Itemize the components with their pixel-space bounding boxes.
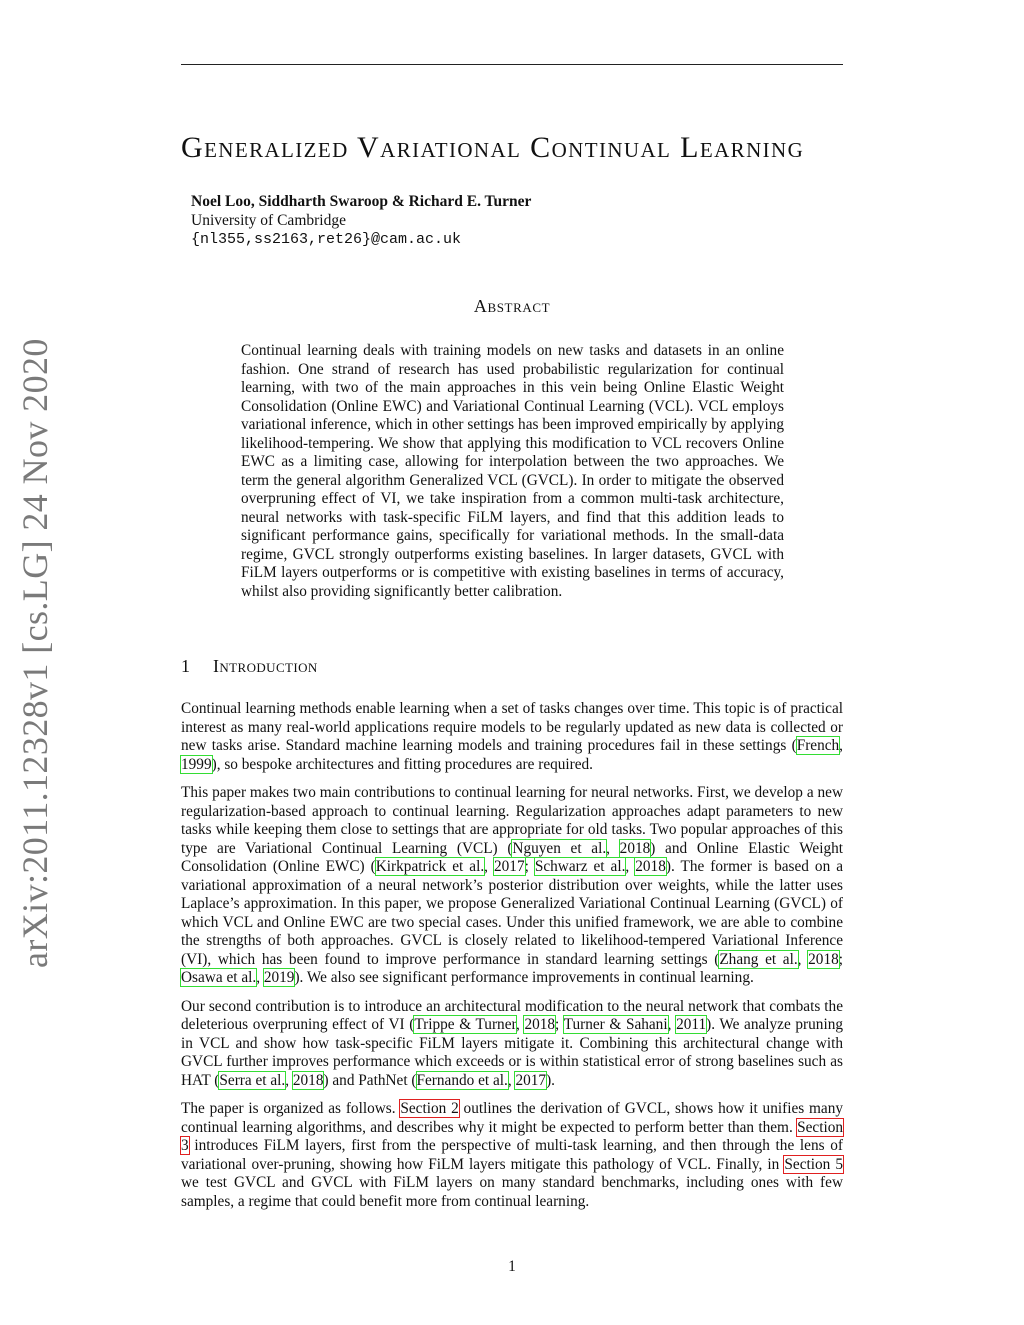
citation-link[interactable]: 2018 xyxy=(635,858,666,875)
citation-link[interactable]: Serra et al. xyxy=(219,1071,286,1089)
section-2-link[interactable]: Section 2 xyxy=(400,1100,459,1117)
paper-title: Generalized Variational Continual Learning xyxy=(181,131,805,164)
abstract-heading: Abstract xyxy=(473,296,551,316)
text-run: ). We also see significant performance improvements in continual learning. xyxy=(294,969,754,986)
text-run: ), so bespoke architectures and fitting procedures are required. xyxy=(211,755,594,773)
citation-link[interactable]: 2018 xyxy=(524,1016,556,1033)
text-run: , xyxy=(285,1071,293,1089)
text-run: , xyxy=(256,969,264,986)
text-run: , xyxy=(606,839,620,857)
text-run: , xyxy=(797,950,809,968)
citation-link[interactable]: 2017 xyxy=(515,1071,547,1089)
citation-link[interactable]: 2018 xyxy=(292,1071,324,1089)
text-run: The paper is organized as follows. xyxy=(181,1100,401,1117)
text-run: , xyxy=(484,858,494,875)
text-run: ). We analyze pruning in VCL and show how task-specific FiLM layers mitigate it. Combining this architectural change with GVCL further improves performance which exceeds or is within statistical error of strong baselines such as HAT ( xyxy=(181,1016,843,1089)
text-run: introduces FiLM layers, first from the perspective of multi-task learning, and then through the lens of variational over-pruning, showing how FiLM layers mitigate this pathology of VCL. Finally, in xyxy=(181,1137,843,1173)
abstract-text: Continual learning deals with training models on new tasks and datasets in an online fashion. One strand of research has used probabilistic regularization for continual learning, with two of the main approaches in this vein being Online Elastic Weight Consolidation (Online EWC) and Variational Continual Learning (VCL). VCL employs variational inference, which in other settings has been improved empirically by applying likelihood-tempering. We show that applying this modification to VCL recovers Online EWC as a limiting case, allowing for interpolation between the two approaches. We term the general algorithm Generalized VCL (GVCL). In order to mitigate the observed overpruning effect of VI, we take inspiration from a common multi-task architecture, neural networks with task-specific FiLM layers, and find that this addition leads to significant performance gains, specifically for variational methods. In the small-data regime, GVCL strongly outperforms existing baselines. In larger datasets, GVCL with FiLM layers outperforms or is competitive with existing baselines in terms of accuracy, whilst also providing significantly better calibration. xyxy=(241,342,784,600)
section-5-link[interactable]: Section 5 xyxy=(784,1155,844,1173)
citation-link[interactable]: French xyxy=(796,737,840,754)
citation-link[interactable]: 2018 xyxy=(808,950,839,968)
text-run: ; xyxy=(838,950,843,968)
text-run: ). The former is based on a variational approximation of a neural network’s posterior distribution over weights, while the latter uses Laplace’s approximation. In this paper, we propose Generalized Variational Continual Learning (GVCL) of which VCL and Online EWC are two special cases. Under this unified framework, we are able to combine the strengths of both approaches. GVCL is closely related to likelihood-tempered Variational Inference (VI), which has been found to improve performance in standard learning settings ( xyxy=(181,858,844,968)
author-names: Noel Loo, Siddharth Swaroop & Richard E. Turner xyxy=(191,193,532,210)
text-run: Our second contribution is to introduce an architectural modification to the neural network that combats the deleterious overpruning effect of VI ( xyxy=(181,997,843,1033)
citation-link[interactable]: Trippe & Turner xyxy=(414,1016,516,1033)
paragraph xyxy=(181,1100,843,1211)
introduction-body xyxy=(181,700,843,1221)
author-email[interactable]: {nl355,ss2163,ret26}@cam.ac.uk xyxy=(191,231,462,248)
citation-link[interactable]: Fernando et al. xyxy=(416,1071,508,1089)
author-affiliation: University of Cambridge xyxy=(191,212,346,229)
section-number: 1 xyxy=(181,656,191,676)
text-run: ). xyxy=(546,1071,555,1089)
text-run: , xyxy=(667,1016,677,1033)
text-run: , xyxy=(507,1071,516,1089)
text-run: ; xyxy=(524,858,535,875)
citation-link[interactable]: 2011 xyxy=(676,1016,707,1033)
text-run: ; xyxy=(555,1016,564,1033)
citation-link[interactable]: Zhang et al. xyxy=(719,950,798,968)
citation-link[interactable]: 2019 xyxy=(263,969,295,986)
paragraph xyxy=(181,998,843,1091)
citation-link[interactable]: 2018 xyxy=(619,839,651,857)
section-heading-introduction xyxy=(181,656,681,677)
citation-link[interactable]: Osawa et al. xyxy=(181,969,257,986)
citation-link[interactable]: Schwarz et al. xyxy=(534,858,626,875)
citation-link[interactable]: Nguyen et al. xyxy=(512,839,607,857)
citation-link[interactable]: Kirkpatrick et al. xyxy=(375,858,485,875)
citation-link[interactable]: Turner & Sahani xyxy=(563,1016,668,1033)
text-run: , xyxy=(625,858,636,875)
section-3-link[interactable]: Section 3 xyxy=(181,1118,843,1154)
citation-link[interactable]: 2017 xyxy=(494,858,525,875)
text-run: , xyxy=(515,1016,525,1033)
text-run: ) and PathNet ( xyxy=(323,1071,417,1089)
text-run: ) and Online Elastic Weight Consolidation (Online EWC) ( xyxy=(181,839,843,875)
paragraph xyxy=(181,700,843,774)
text-run: This paper makes two main contributions to continual learning for neural networks. First, we develop a new regularization-based approach to continual learning. Regularization approaches adapt parameters to new tasks while keeping them close to settings that are appropriate for old tasks. Two popular approaches of this type are Variational Continual Learning (VCL) ( xyxy=(181,784,843,857)
arxiv-identifier[interactable]: arXiv:2011.12328v1 [cs.LG] 24 Nov 2020 xyxy=(15,338,55,968)
text-run: , xyxy=(839,737,843,754)
page-number: 1 xyxy=(508,1258,516,1275)
text-run: we test GVCL and GVCL with FiLM layers on many standard benchmarks, including ones with few samples, a regime that could benefit more from continual learning. xyxy=(181,1174,843,1210)
text-run: outlines the derivation of GVCL, shows how it unifies many continual learning algorithms, and describes why it might be expected to perform better than them. xyxy=(181,1100,844,1136)
section-title: Introduction xyxy=(213,656,318,676)
author-block xyxy=(191,192,791,249)
citation-link[interactable]: 1999 xyxy=(181,755,212,773)
paragraph xyxy=(181,784,843,988)
text-run: Continual learning methods enable learning when a set of tasks changes over time. This topic is of practical interest as many real-world applications require models to be regularly updated as new data is collected or new tasks arise. Standard machine learning models and training procedures fail in these settings ( xyxy=(181,700,843,754)
header-rule xyxy=(181,64,843,65)
